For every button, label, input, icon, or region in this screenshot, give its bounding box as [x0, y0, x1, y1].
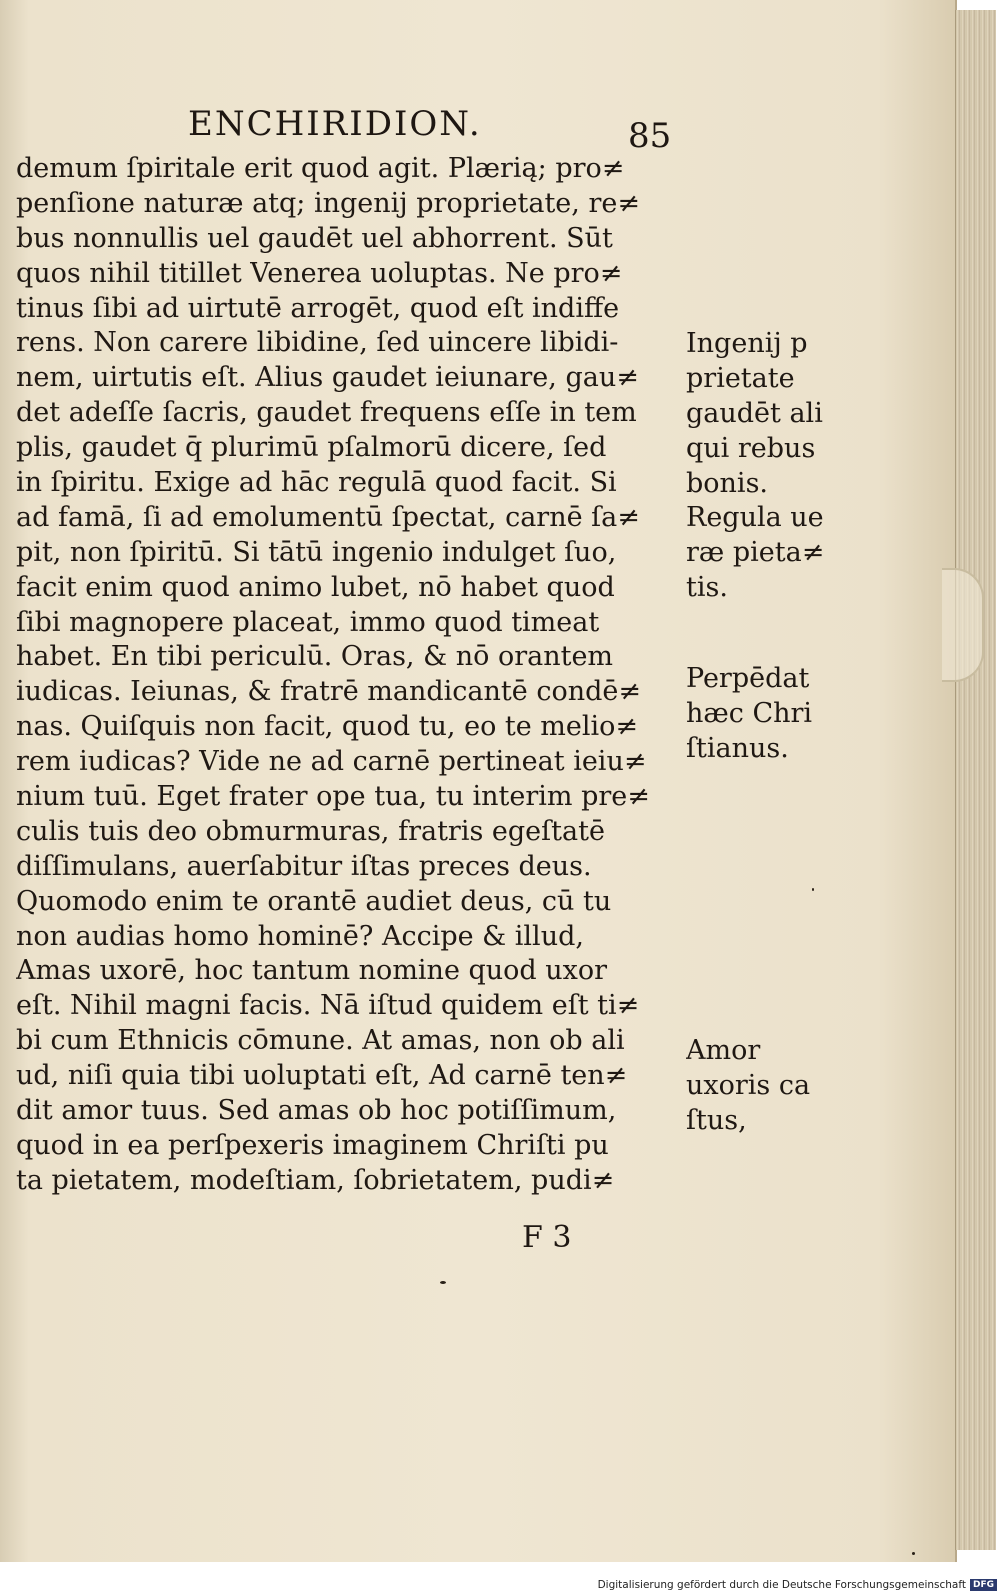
- marginal-note-line: Perpēdat: [686, 663, 810, 694]
- running-head: ENCHIRIDION.: [188, 104, 482, 144]
- digitization-credit: [596, 1576, 1000, 1594]
- marginal-note-amor-uxoris: [686, 1034, 861, 1139]
- text-line: pit, non ſpiritū. Si tātū ingenio indulget ſuo,: [16, 536, 617, 568]
- signature-mark: F 3: [522, 1220, 572, 1255]
- text-line: ſibi magnopere placeat, immo quod timeat: [16, 606, 600, 638]
- marginal-note-line: Ingenij p: [686, 328, 808, 359]
- body-text-block: [16, 152, 684, 1199]
- text-line: quod in ea perſpexeris imaginem Chriſti pu: [16, 1129, 609, 1161]
- marginal-note-line: ræ pieta≠: [686, 537, 825, 569]
- text-line: ud, niſi quia tibi uoluptati eſt, Ad carnē ten≠: [16, 1060, 628, 1092]
- text-line: nas. Quiſquis non facit, quod tu, eo te melio≠: [16, 711, 639, 743]
- marginal-note-line: Amor: [686, 1035, 761, 1066]
- text-line: culis tuis deo obmurmuras, fratris egeſtatē: [16, 815, 605, 847]
- text-line: nium tuū. Eget frater ope tua, tu interim pre≠: [16, 781, 650, 813]
- text-line: det adeſſe ſacris, gaudet frequens eſſe in tem: [16, 397, 637, 429]
- text-line: quos nihil titillet Venerea uoluptas. Ne pro≠: [16, 257, 623, 289]
- page-number: 85: [628, 116, 672, 156]
- text-line: plis, gaudet q̄ plurimū pſalmorū dicere, ſed: [16, 432, 607, 464]
- page-tab-outline: [942, 568, 984, 682]
- text-line: dit amor tuus. Sed amas ob hoc potiſſimum,: [16, 1095, 617, 1127]
- text-line: habet. En tibi periculū. Oras, & nō orantem: [16, 641, 614, 673]
- text-line: ad famā, ſi ad emolumentū ſpectat, carnē ſa≠: [16, 501, 640, 533]
- text-line: bi cum Ethnicis cōmune. At amas, non ob ali: [16, 1025, 625, 1057]
- text-line: eſt. Nihil magni facis. Nā iſtud quidem eſt ti≠: [16, 990, 640, 1022]
- marginal-note-line: qui rebus: [686, 432, 816, 464]
- dfg-logo: DFG: [970, 1579, 997, 1591]
- text-line: Amas uxorē, hoc tantum nomine quod uxor: [16, 955, 608, 987]
- text-line: tinus ſibi ad uirtutē arrogēt, quod eſt indiffe: [16, 292, 620, 324]
- text-line: ta pietatem, modeſtiam, ſobrietatem, pudi≠: [16, 1164, 615, 1196]
- text-line: Quomodo enim te orantē audiet deus, cū tu: [16, 885, 612, 917]
- marginal-note-line: bonis.: [686, 467, 769, 499]
- text-line: in ſpiritu. Exige ad hāc regulā quod facit. Si: [16, 467, 617, 499]
- text-line: bus nonnullis uel gaudēt uel abhorrent. Sūt: [16, 222, 613, 254]
- page-fore-edge: [955, 10, 996, 1550]
- marginal-note-line: hæc Chri: [686, 697, 813, 729]
- credit-text: Digitalisierung gefördert durch die Deutsche Forschungsgemeinschaft: [597, 1579, 966, 1591]
- text-line: rem iudicas? Vide ne ad carnē pertineat ieiu≠: [16, 746, 647, 778]
- marginal-note-line: ſtus,: [686, 1104, 747, 1136]
- marginal-note-perpendat: [686, 662, 861, 767]
- text-line: penſione naturæ atq; ingenij proprietate, re≠: [16, 187, 640, 219]
- text-line: facit enim quod animo lubet, nō habet quod: [16, 571, 615, 603]
- marginal-note-line: ſtianus.: [686, 732, 789, 764]
- text-line: non audias homo hominē? Accipe & illud,: [16, 920, 584, 952]
- text-line: iudicas. Ieiunas, & fratrē mandicantē condē≠: [16, 676, 641, 708]
- text-line: demum ſpiritale erit quod agit. Plærią; pro≠: [16, 153, 625, 184]
- text-line: rens. Non carere libidine, ſed uincere libidi-: [16, 327, 619, 359]
- marginal-note-line: uxoris ca: [686, 1069, 811, 1101]
- marginal-note-line: Regula ue: [686, 502, 824, 534]
- marginal-note-ingenii: [686, 327, 861, 606]
- marginal-note-line: gaudēt ali: [686, 397, 823, 429]
- marginal-note-line: prietate: [686, 362, 795, 394]
- text-line: nem, uirtutis eſt. Alius gaudet ieiunare, gau≠: [16, 362, 639, 394]
- marginal-note-line: tis.: [686, 572, 728, 604]
- text-line: diſſimulans, auerſabitur iſtas preces deus.: [16, 850, 592, 882]
